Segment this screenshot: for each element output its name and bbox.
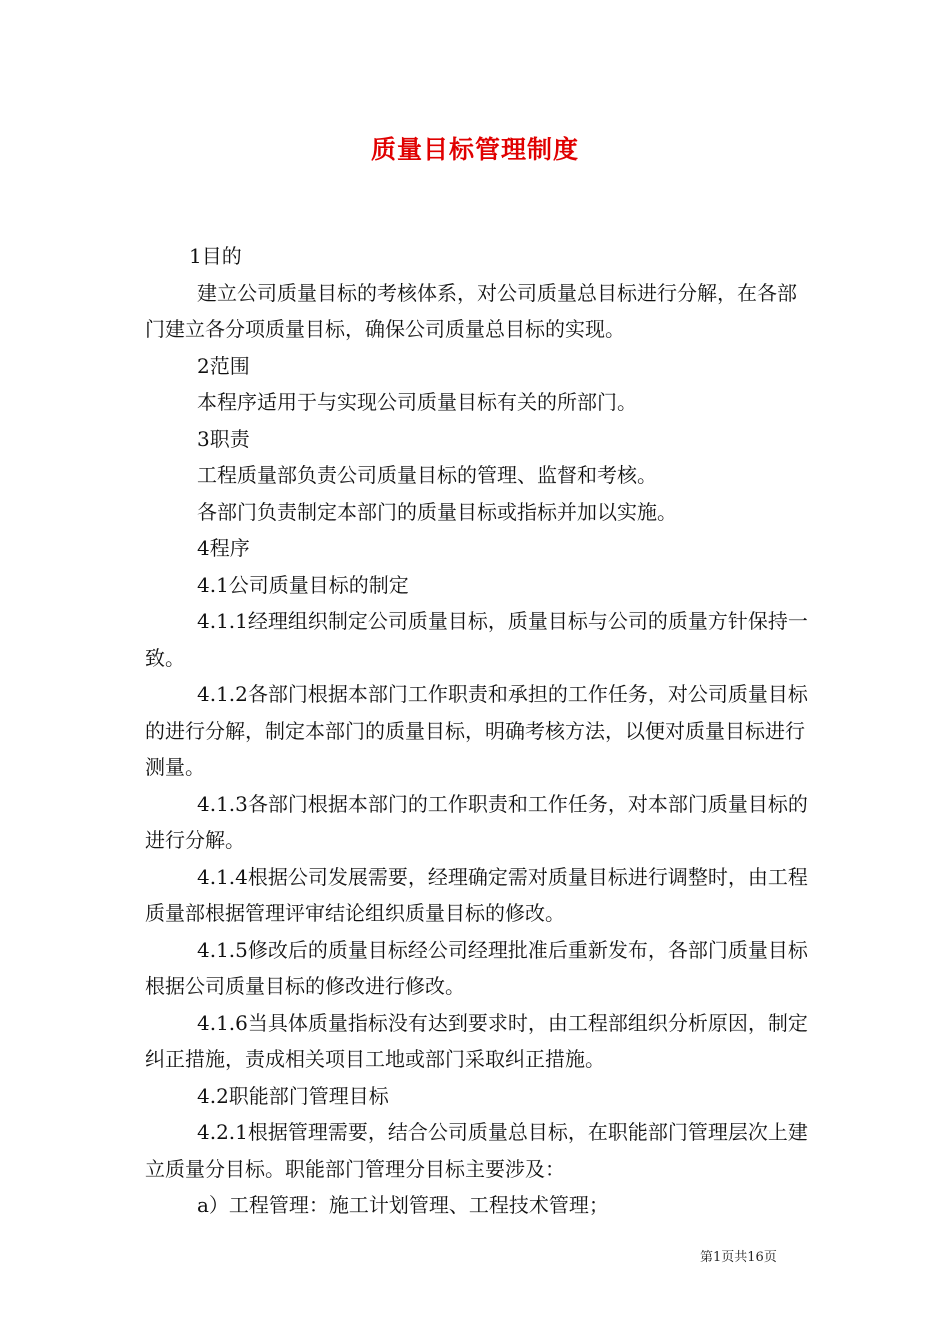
- paragraph-purpose: 建立公司质量目标的考核体系，对公司质量总目标进行分解，在各部门建立各分项质量目标，确保公司质量总目标的实现。: [145, 280, 797, 341]
- section-heading-scope: 2范围: [197, 353, 250, 378]
- section-heading-procedure: 4程序: [197, 536, 250, 560]
- document-title: 质量目标管理制度: [370, 135, 579, 164]
- paragraph-4-1-2: 4.1.2各部门根据本部门工作职责和承担的工作任务，对公司质量目标的进行分解，制定本部门的质量目标，明确考核方法，以便对质量目标进行测量。: [145, 682, 808, 779]
- subsection-heading-4-2: 4.2职能部门管理目标: [197, 1083, 389, 1108]
- section-heading-responsibility: 3职责: [197, 426, 250, 451]
- paragraph-4-2-1: 4.2.1根据管理需要，结合公司质量总目标，在职能部门管理层次上建立质量分目标。职能部门管理分目标主要涉及：: [145, 1120, 808, 1181]
- paragraph-4-1-6: 4.1.6当具体质量指标没有达到要求时，由工程部组织分析原因，制定纠正措施，责成相关项目工地或部门采取纠正措施。: [145, 1010, 808, 1071]
- list-item-a: a）工程管理：施工计划管理、工程技术管理；: [197, 1193, 609, 1217]
- paragraph-4-1-3: 4.1.3各部门根据本部门的工作职责和工作任务，对本部门质量目标的进行分解。: [145, 791, 808, 852]
- paragraph-responsibility-2: 各部门负责制定本部门的质量目标或指标并加以实施。: [197, 499, 677, 524]
- paragraph-4-1-4: 4.1.4根据公司发展需要，经理确定需对质量目标进行调整时，由工程质量部根据管理评审结论组织质量目标的修改。: [145, 864, 808, 925]
- paragraph-scope: 本程序适用于与实现公司质量目标有关的所部门。: [197, 390, 637, 414]
- paragraph-responsibility-1: 工程质量部负责公司质量目标的管理、监督和考核。: [197, 463, 657, 487]
- section-heading-purpose: 1目的: [189, 244, 242, 268]
- paragraph-4-1-5: 4.1.5修改后的质量目标经公司经理批准后重新发布，各部门质量目标根据公司质量目标的修改进行修改。: [145, 937, 808, 998]
- page-number-footer: 第1页共16页: [700, 1250, 777, 1265]
- paragraph-4-1-1: 4.1.1经理组织制定公司质量目标，质量目标与公司的质量方针保持一致。: [145, 609, 808, 670]
- document-body: [145, 238, 810, 1224]
- subsection-heading-4-1: 4.1公司质量目标的制定: [197, 572, 409, 597]
